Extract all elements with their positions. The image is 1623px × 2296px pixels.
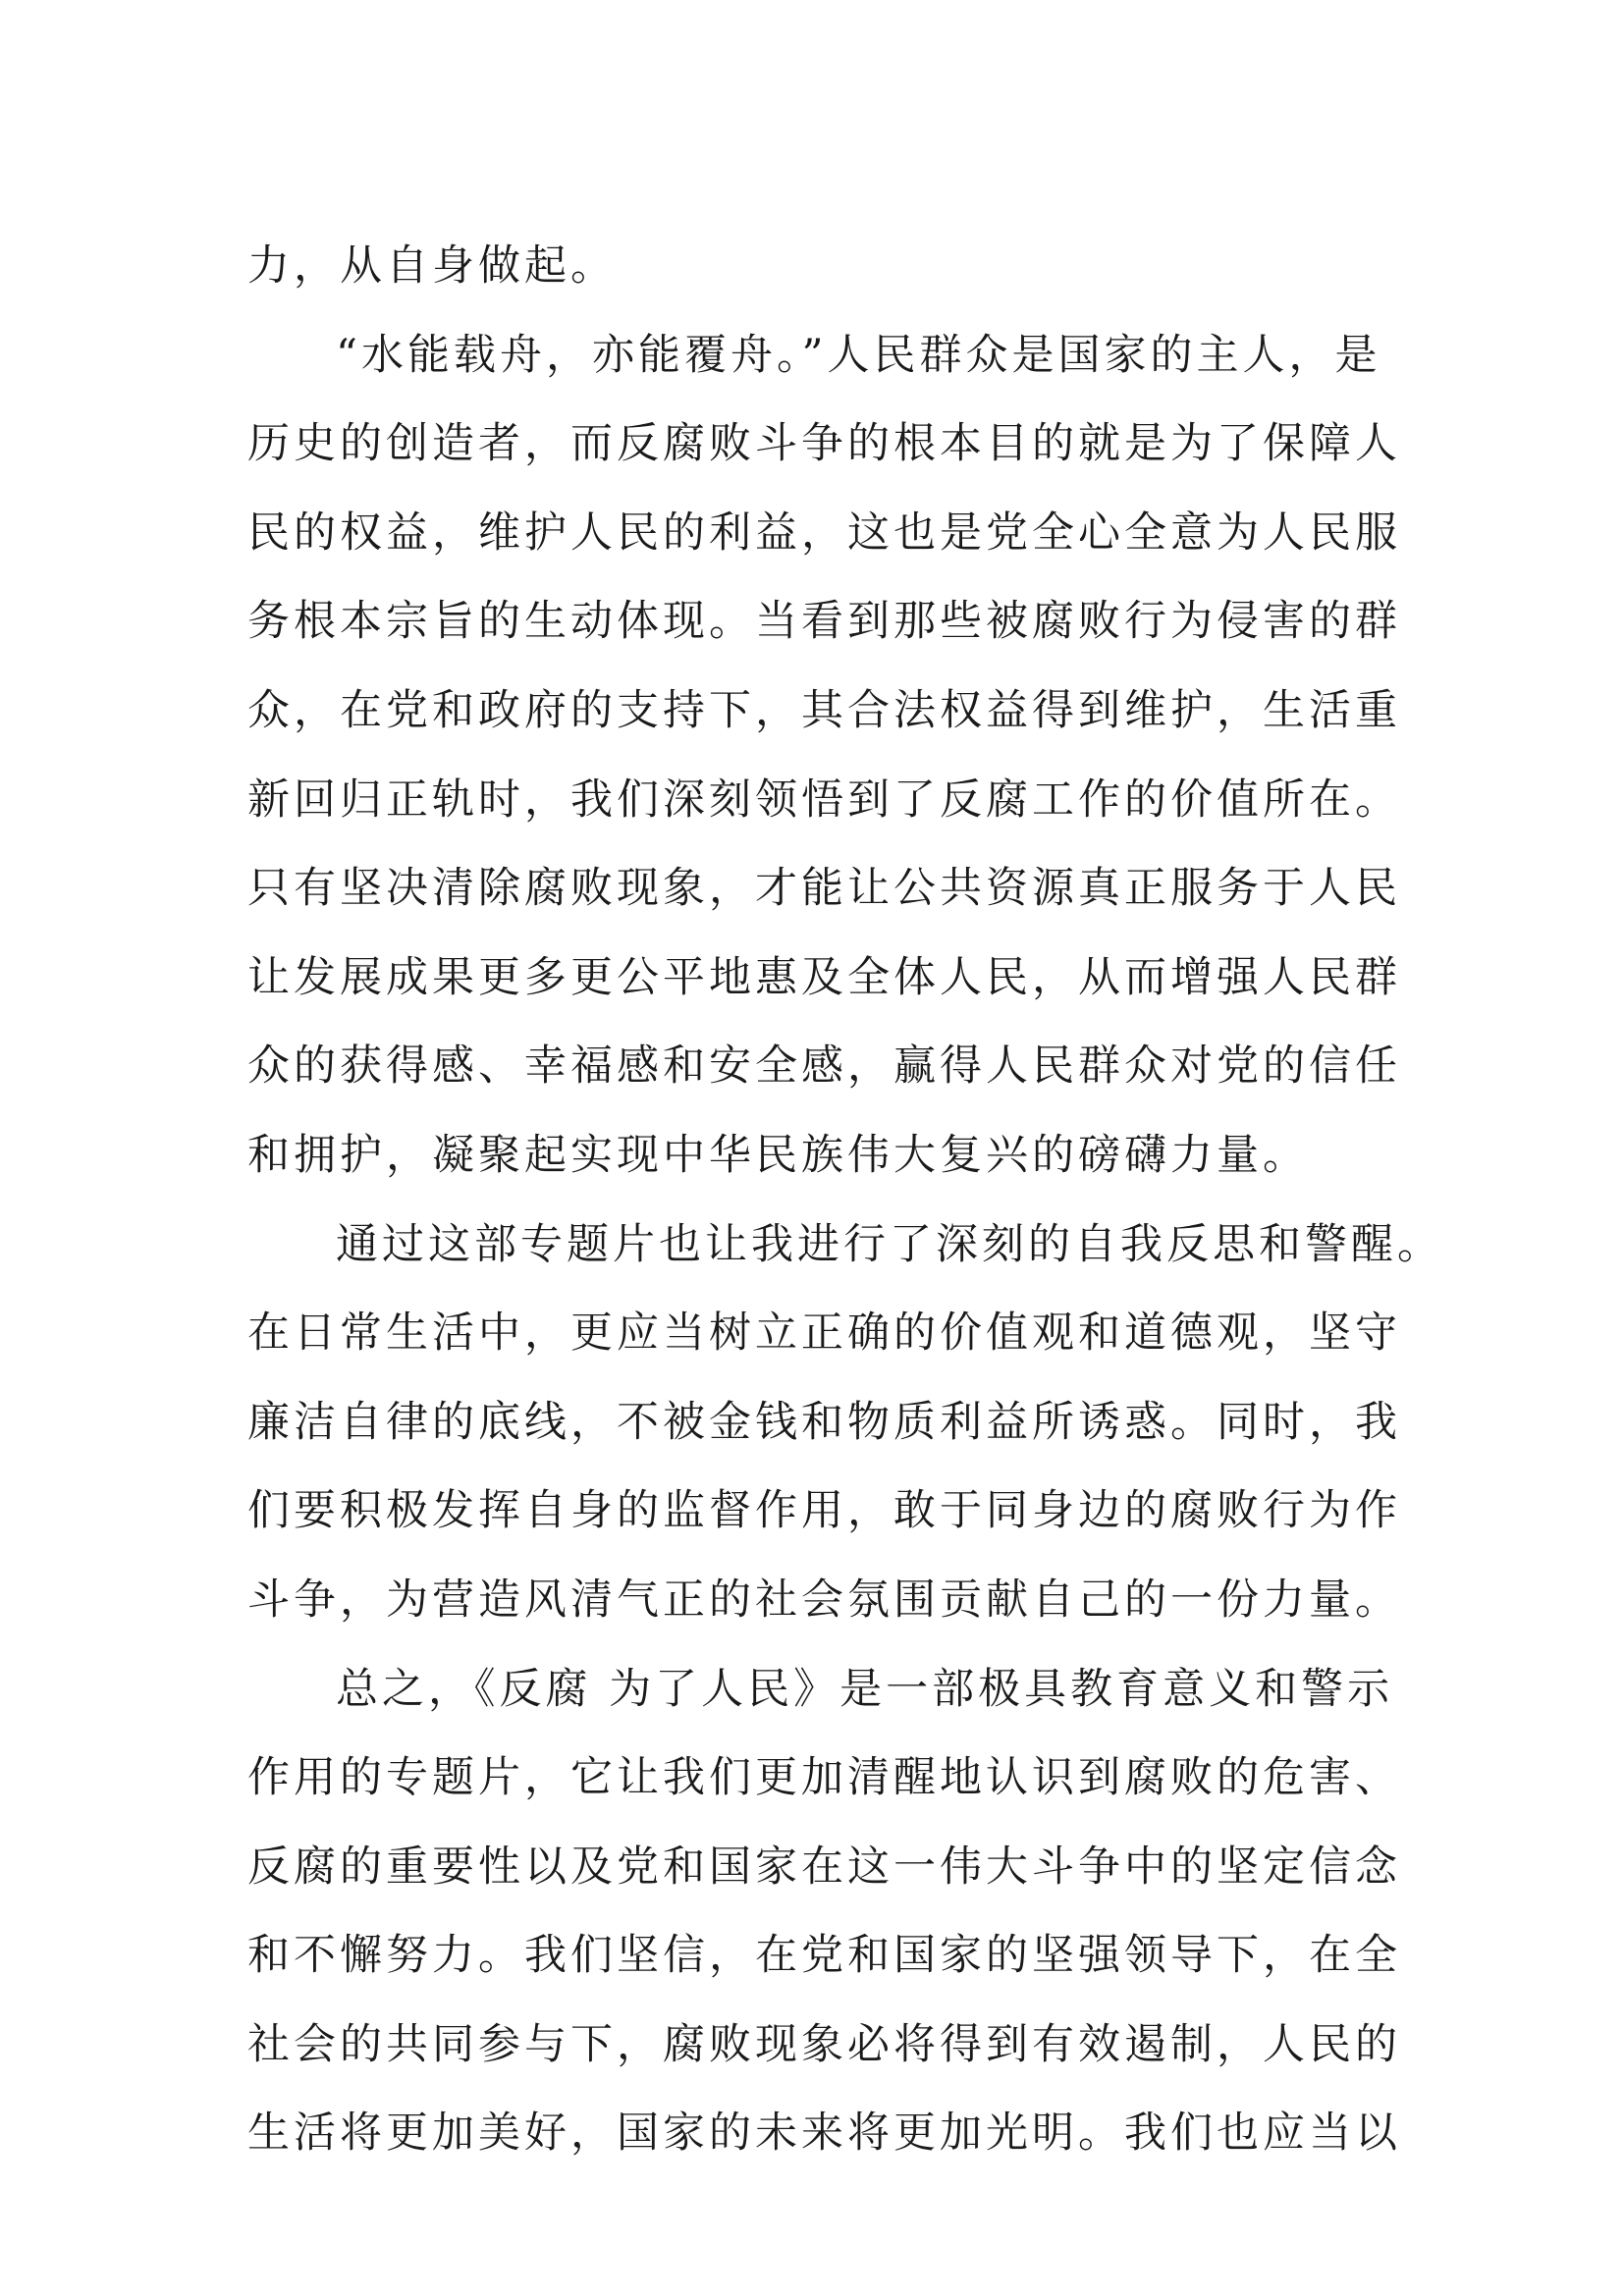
text-line: 新回归正轨时，我们深刻领悟到了反腐工作的价值所在。: [247, 774, 1401, 825]
paragraph-start-line: 总之，《反腐 为了人民》是一部极具教育意义和警示: [336, 1664, 1394, 1714]
paragraph-start-line: “水能载舟，亦能覆舟。”人民群众是国家的主人，是: [336, 330, 1381, 380]
body-text: [247, 222, 1443, 2178]
text-line: 斗争，为营造风清气正的社会氛围贡献自己的一份力量。: [247, 1575, 1401, 1625]
text-line: 们要积极发挥自身的监督作用，敢于同身边的腐败行为作: [247, 1486, 1401, 1536]
text-line: 社会的共同参与下，腐败现象必将得到有效遏制，人民的: [247, 2019, 1401, 2069]
text-line: 在日常生活中，更应当树立正确的价值观和道德观，坚守: [247, 1308, 1401, 1359]
text-line: 和拥护，凝聚起实现中华民族伟大复兴的磅礴力量。: [247, 1130, 1309, 1180]
text-line: 廉洁自律的底线，不被金钱和物质利益所诱惑。同时，我: [247, 1397, 1401, 1447]
paragraph-start-line: 通过这部专题片也让我进行了深刻的自我反思和警醒。: [336, 1219, 1443, 1269]
text-line: 力，从自身做起。: [247, 241, 617, 291]
text-line: 生活将更加美好，国家的未来将更加光明。我们也应当以: [247, 2109, 1401, 2159]
text-line: 作用的专题片，它让我们更加清醒地认识到腐败的危害、: [247, 1753, 1401, 1803]
text-line: 和不懈努力。我们坚信，在党和国家的坚强领导下，在全: [247, 1931, 1401, 1981]
text-line: 只有坚决清除腐败现象，才能让公共资源真正服务于人民: [247, 864, 1401, 914]
text-line: 历史的创造者，而反腐败斗争的根本目的就是为了保障人: [247, 419, 1401, 469]
text-line: 反腐的重要性以及党和国家在这一伟大斗争中的坚定信念: [247, 1842, 1401, 1892]
text-line: 众的获得感、幸福感和安全感，赢得人民群众对党的信任: [247, 1041, 1401, 1092]
text-line: 让发展成果更多更公平地惠及全体人民，从而增强人民群: [247, 952, 1401, 1002]
text-line: 民的权益，维护人民的利益，这也是党全心全意为人民服: [247, 507, 1401, 558]
text-line: 务根本宗旨的生动体现。当看到那些被腐败行为侵害的群: [247, 597, 1401, 647]
text-line: 众，在党和政府的支持下，其合法权益得到维护，生活重: [247, 685, 1401, 735]
